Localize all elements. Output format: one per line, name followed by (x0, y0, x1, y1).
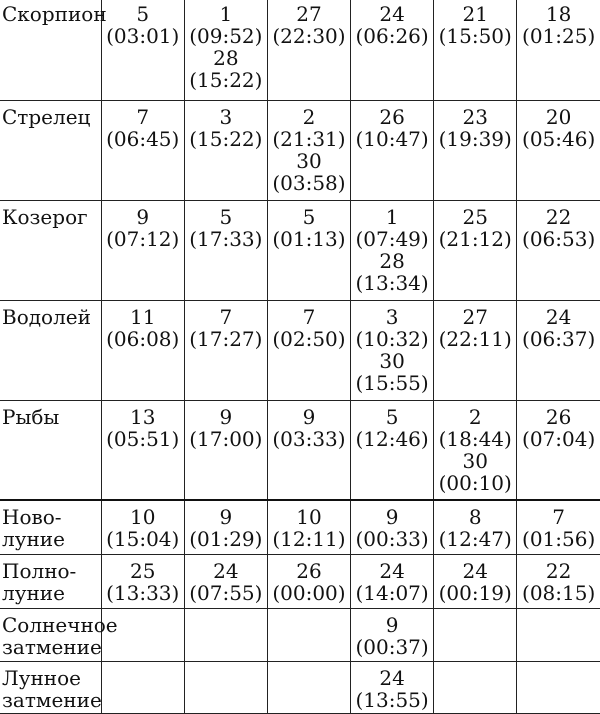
cell-day: 2 (468, 404, 482, 429)
table-cell (351, 100, 434, 200)
row-label-text: луние (2, 580, 65, 605)
cell-time: (00:33) (355, 527, 429, 551)
cell-time: (01:29) (189, 527, 263, 551)
cell-day: 28 (213, 46, 239, 70)
table-cell (351, 0, 434, 100)
table-row (0, 500, 600, 554)
table-cell (434, 300, 517, 400)
table-cell (267, 0, 350, 100)
table-cell (267, 608, 350, 661)
row-label (0, 608, 118, 661)
cell-day: 28 (379, 248, 405, 273)
cell-time: (19:39) (438, 126, 512, 151)
table-cell (267, 100, 350, 200)
table-cell (434, 0, 517, 100)
cell-time: (00:19) (438, 580, 512, 605)
cell-time: (06:08) (106, 326, 180, 351)
table-cell (517, 661, 600, 713)
row-label-text: Козерог (2, 204, 88, 229)
cell-time: (03:58) (272, 170, 346, 195)
row-label (0, 300, 101, 400)
row-label (0, 554, 101, 608)
cell-time: (01:25) (522, 24, 596, 48)
table-cell (517, 400, 600, 500)
cell-day: 10 (129, 505, 156, 529)
table-cell (517, 300, 600, 400)
cell-time: (08:15) (522, 580, 596, 605)
cell-time: (17:00) (189, 426, 263, 451)
cell-time: (12:47) (438, 527, 512, 551)
row-label (0, 200, 101, 300)
table-cell (351, 400, 434, 500)
table-row (0, 100, 600, 200)
table-row (0, 608, 600, 661)
cell-day: 18 (545, 2, 572, 26)
row-label-text: Скорпион (2, 2, 107, 26)
row-label-text: луние (2, 527, 65, 551)
cell-time: (07:55) (189, 580, 263, 605)
cell-time: (22:30) (272, 24, 346, 48)
table-cell (184, 554, 267, 608)
cell-day: 21 (462, 2, 488, 26)
cell-day: 26 (545, 404, 572, 429)
table-cell (434, 400, 517, 500)
row-label (0, 500, 101, 554)
cell-time: (06:37) (522, 326, 596, 351)
cell-day: 5 (385, 404, 399, 429)
row-label-text: Ново- (2, 505, 62, 529)
cell-time: (15:04) (106, 527, 180, 551)
table-cell (351, 200, 434, 300)
cell-time: (12:11) (272, 527, 346, 551)
cell-time: (01:56) (522, 527, 596, 551)
table-cell (101, 661, 184, 713)
cell-time: (07:49) (355, 226, 429, 251)
row-label-text: затмение (2, 634, 102, 659)
table-cell (101, 300, 184, 400)
table-cell (101, 554, 184, 608)
cell-time: (21:12) (438, 226, 512, 251)
cell-time: (18:44) (438, 426, 512, 451)
cell-day: 10 (296, 505, 322, 529)
cell-day: 23 (462, 104, 488, 129)
table-row (0, 0, 600, 100)
table-cell (184, 500, 267, 554)
cell-day: 11 (129, 304, 156, 329)
table-cell (184, 300, 267, 400)
cell-time: (15:50) (438, 24, 512, 48)
table-cell (101, 100, 184, 200)
cell-day: 8 (468, 505, 482, 529)
cell-day: 24 (379, 2, 405, 26)
table-cell (434, 554, 517, 608)
cell-time: (05:51) (106, 426, 180, 451)
cell-day: 24 (545, 304, 572, 329)
table-cell (434, 100, 517, 200)
cell-time: (13:33) (106, 580, 180, 605)
table-row (0, 300, 600, 400)
cell-day: 5 (219, 204, 233, 229)
table-cell (351, 500, 434, 554)
table-cell (434, 500, 517, 554)
row-label (0, 0, 107, 100)
cell-time: (03:01) (106, 24, 180, 48)
table-cell (184, 661, 267, 713)
cell-time: (09:52) (189, 24, 263, 48)
table-cell (434, 200, 517, 300)
table-cell (517, 608, 600, 661)
cell-time: (10:47) (355, 126, 429, 151)
table-cell (267, 661, 350, 713)
cell-time: (06:53) (522, 226, 596, 251)
table-cell (517, 554, 600, 608)
table-row (0, 661, 600, 713)
cell-time: (22:11) (438, 326, 512, 351)
table-cell (101, 0, 184, 100)
cell-time: (15:55) (355, 370, 429, 395)
table-cell (267, 300, 350, 400)
row-label-text: Полно- (2, 558, 77, 583)
row-label (0, 400, 101, 500)
cell-time: (21:31) (272, 126, 346, 151)
cell-day: 30 (379, 348, 405, 373)
cell-day: 5 (136, 2, 150, 26)
cell-day: 30 (462, 448, 488, 473)
cell-day: 26 (379, 104, 405, 129)
cell-day: 9 (385, 612, 399, 637)
cell-time: (12:46) (355, 426, 429, 451)
cell-day: 2 (302, 104, 316, 129)
cell-day: 9 (385, 505, 399, 529)
cell-day: 26 (296, 558, 322, 583)
cell-day: 27 (462, 304, 488, 329)
cell-time: (02:50) (272, 326, 346, 351)
cell-day: 7 (136, 104, 150, 129)
cell-time: (13:34) (355, 270, 429, 295)
cell-time: (07:12) (106, 226, 180, 251)
table-cell (351, 554, 434, 608)
cell-time: (01:13) (272, 226, 346, 251)
table-cell (351, 300, 434, 400)
cell-time: (17:33) (189, 226, 263, 251)
table-cell (267, 400, 350, 500)
cell-day: 13 (129, 404, 156, 429)
row-label (0, 100, 101, 200)
table-cell (351, 661, 434, 713)
cell-day: 9 (219, 404, 233, 429)
table-cell (101, 500, 184, 554)
table-row (0, 400, 600, 500)
cell-day: 24 (379, 665, 405, 690)
cell-time: (00:10) (438, 470, 512, 495)
cell-time: (17:27) (189, 326, 263, 351)
table-cell (184, 0, 267, 100)
table-cell (184, 100, 267, 200)
cell-day: 7 (219, 304, 233, 329)
cell-day: 24 (379, 558, 405, 583)
table-cell (267, 500, 350, 554)
table-cell (517, 500, 600, 554)
table-cell (267, 200, 350, 300)
table-cell (434, 608, 517, 661)
cell-day: 9 (136, 204, 150, 229)
table-cell (184, 400, 267, 500)
cell-day: 20 (545, 104, 572, 129)
cell-day: 25 (462, 204, 488, 229)
cell-time: (15:22) (189, 126, 263, 151)
cell-time: (13:55) (355, 687, 429, 712)
table-cell (517, 100, 600, 200)
cell-day: 7 (552, 505, 565, 529)
cell-time: (06:45) (106, 126, 180, 151)
row-label-text: Лунное (2, 665, 81, 690)
table-cell (184, 608, 267, 661)
table-cell (434, 661, 517, 713)
row-label-text: Солнечное (2, 612, 118, 637)
table-cell (184, 200, 267, 300)
cell-day: 24 (462, 558, 488, 583)
cell-time: (15:22) (189, 68, 263, 92)
table-cell (517, 200, 600, 300)
table-cell (101, 200, 184, 300)
table-cell (517, 0, 600, 100)
cell-time: (00:37) (355, 634, 429, 659)
table-cell (101, 400, 184, 500)
row-label-text: Водолей (2, 304, 91, 329)
table-cell (267, 554, 350, 608)
cell-day: 22 (545, 558, 572, 583)
cell-time: (05:46) (522, 126, 596, 151)
row-label (0, 661, 101, 713)
cell-day: 1 (219, 2, 233, 26)
cell-time: (03:33) (272, 426, 346, 451)
table-row (0, 554, 600, 608)
table-cell (351, 608, 434, 661)
cell-day: 27 (296, 2, 322, 26)
cell-day: 24 (213, 558, 239, 583)
cell-day: 25 (129, 558, 156, 583)
cell-time: (07:04) (522, 426, 596, 451)
cell-day: 9 (219, 505, 233, 529)
cell-time: (00:00) (272, 580, 346, 605)
cell-day: 7 (302, 304, 316, 329)
cell-day: 30 (296, 148, 322, 173)
cell-day: 9 (302, 404, 316, 429)
row-label-text: затмение (2, 687, 102, 712)
row-label-text: Рыбы (2, 404, 60, 429)
table-row (0, 200, 600, 300)
cell-day: 5 (302, 204, 316, 229)
cell-time: (06:26) (355, 24, 429, 48)
cell-time: (10:32) (355, 326, 429, 351)
cell-day: 3 (385, 304, 399, 329)
cell-day: 3 (219, 104, 233, 129)
cell-time: (14:07) (355, 580, 429, 605)
cell-day: 1 (385, 204, 399, 229)
cell-day: 22 (545, 204, 572, 229)
row-label-text: Стрелец (2, 104, 91, 129)
